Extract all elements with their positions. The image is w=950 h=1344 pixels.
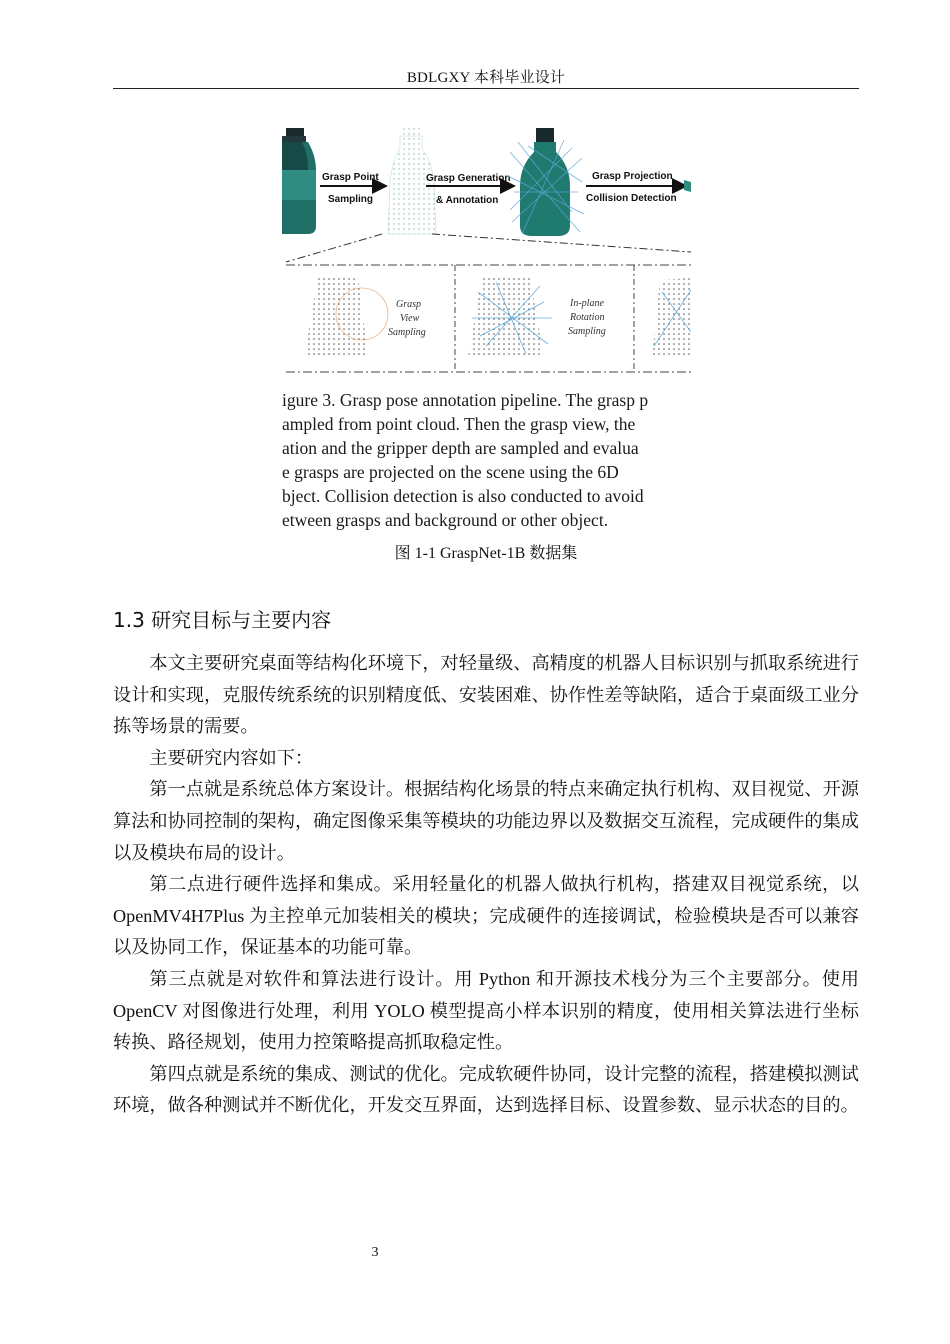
figure-text-line: igure 3. Grasp pose annotation pipeline. The grasp p [282, 390, 649, 410]
figure-graphic [282, 122, 691, 532]
label-annotation: & Annotation [436, 195, 499, 206]
label-grasp-generation: Grasp Generation [426, 173, 511, 184]
bottle-icon [282, 128, 316, 234]
label-sampling: Sampling [328, 194, 374, 205]
header-rule [113, 88, 859, 89]
paragraph: 主要研究内容如下： [149, 747, 314, 768]
label-grasp-view-3: Sampling [388, 327, 426, 338]
figure-graspnet [282, 122, 691, 532]
label-in-plane-1: In-plane [570, 298, 604, 309]
label-grasp-point: Grasp Point [322, 172, 379, 183]
paragraph: 第二点进行硬件选择和集成。采用轻量化的机器人做执行机构，搭建双目视觉系统，以 OpenMV4H7Plus 为主控单元加装相关的模块；完成硬件的连接调试，检验模块是否可以兼容以及协同工作，保证基本的功能可靠。 [113, 874, 859, 958]
label-in-plane-3: Sampling [568, 326, 606, 337]
figure-caption: 图 1-1 GraspNet-1B 数据集 [394, 545, 578, 562]
figure-text-line: ation and the gripper depth are sampled and evalua [282, 438, 639, 458]
figure-text-line: etween grasps and background or other object. [282, 510, 609, 530]
paragraph: 第四点就是系统的集成、测试的优化。完成软硬件协同，设计完整的流程，搭建模拟测试环境，做各种测试并不断优化，开发交互界面，达到选择目标、设置参数、显示状态的目的。 [113, 1063, 859, 1116]
annotated-bottle-icon [508, 128, 584, 236]
page-header: BDLGXY 本科毕业设计 [406, 70, 566, 86]
label-grasp-projection: Grasp Projection [592, 171, 673, 182]
paragraph: 本文主要研究桌面等结构化环境下，对轻量级、高精度的机器人目标识别与抓取系统进行设计和实现，克服传统系统的识别精度低、安装困难、协作性差等缺陷，适合于桌面级工业分拣等场景的需要。 [113, 653, 859, 737]
paragraph: 第一点就是系统总体方案设计。根据结构化场景的特点来确定执行机构、双目视觉、开源算法和协同控制的架构，确定图像采集等模块的功能边界以及数据交互流程，完成硬件的集成以及模块布局的设计。 [113, 779, 859, 863]
figure-text-line: bject. Collision detection is also conducted to avoid [282, 486, 644, 506]
figure-text-line: e grasps are projected on the scene using the 6D [282, 462, 619, 482]
depth-sampling-icon [652, 278, 691, 358]
label-grasp-view-1: Grasp [396, 299, 422, 310]
label-collision-detection: Collision Detection [586, 193, 677, 204]
in-plane-rotation-icon [468, 276, 552, 358]
figure-scanned-text [282, 390, 648, 530]
label-grasp-view-2: View [400, 313, 420, 324]
body-text [113, 648, 859, 1122]
figure-text-line: ampled from point cloud. Then the grasp view, the [282, 414, 636, 434]
view-sampling-icon [304, 276, 388, 358]
paragraph: 第三点就是对软件和算法进行设计。用 Python 和开源技术栈分为三个主要部分。使用 OpenCV 对图像进行处理，利用 YOLO 模型提高小样本识别的精度，使用相关算法进行坐标转换、路径规划，使用力控策略提高抓取稳定性。 [113, 968, 859, 1053]
label-in-plane-2: Rotation [570, 312, 605, 323]
page-number: 3 [371, 1245, 379, 1260]
expansion-lines [286, 234, 691, 262]
section-heading: 1.3 研究目标与主要内容 [113, 608, 332, 632]
